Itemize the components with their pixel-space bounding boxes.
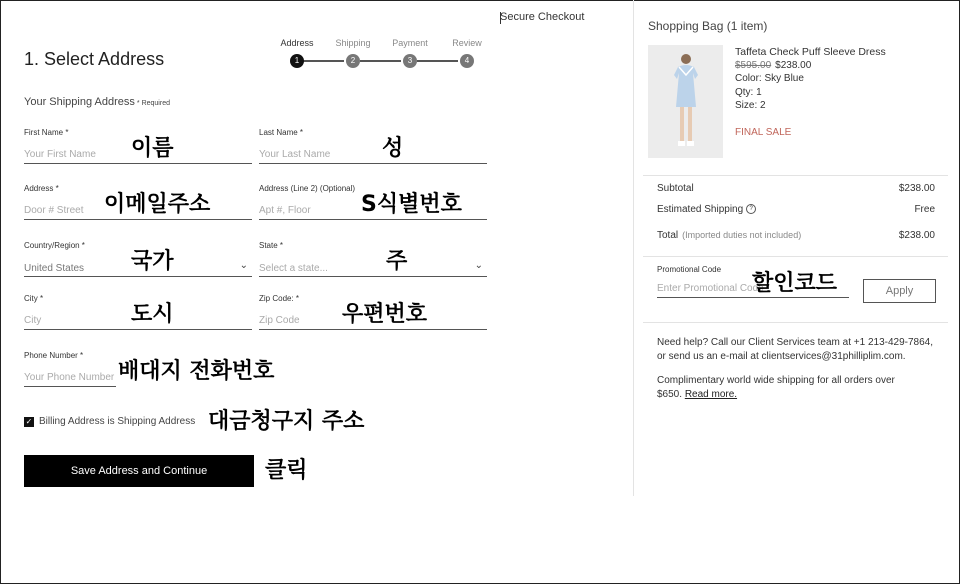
save-address-button[interactable]: Save Address and Continue bbox=[24, 455, 254, 487]
product-price bbox=[735, 60, 811, 71]
shopping-bag-title: Shopping Bag (1 item) bbox=[648, 19, 768, 33]
step-connector bbox=[303, 60, 344, 62]
annotation-promo: 할인코드 bbox=[752, 271, 838, 296]
product-qty: Qty: 1 bbox=[735, 87, 762, 98]
product-image[interactable] bbox=[648, 45, 723, 158]
secure-checkout-label: Secure Checkout bbox=[500, 11, 585, 23]
product-color: Color: Sky Blue bbox=[735, 73, 804, 84]
phone-label: Phone Number * bbox=[24, 351, 84, 360]
read-more-link[interactable]: Read more. bbox=[684, 389, 738, 400]
chevron-down-icon: ⌄ bbox=[239, 260, 248, 271]
annotation-state: 주 bbox=[386, 249, 408, 274]
step-dot-2: 2 bbox=[346, 54, 360, 68]
required-note: * Required bbox=[136, 100, 170, 107]
section-title: Your Shipping Address bbox=[24, 96, 135, 108]
address-label: Address * bbox=[24, 184, 59, 193]
annotation-click: 클릭 bbox=[265, 458, 308, 483]
step-dot-3: 3 bbox=[403, 54, 417, 68]
shipping-value: Free bbox=[914, 204, 935, 215]
country-value: United States bbox=[24, 263, 85, 274]
city-label: City * bbox=[24, 294, 44, 303]
shipping-info-line-1: Complimentary world wide shipping for all orders over bbox=[657, 375, 895, 386]
help-line-2: or send us an e-mail at clientservices@31philliplim.com. bbox=[657, 351, 906, 362]
phone-input[interactable] bbox=[24, 368, 116, 387]
final-sale-badge: FINAL SALE bbox=[735, 127, 792, 138]
annotation-last-name: 성 bbox=[382, 136, 404, 161]
sale-price: $238.00 bbox=[775, 60, 812, 71]
step-label-shipping: Shipping bbox=[335, 38, 371, 48]
help-line-1: Need help? Call our Client Services team at +1 213-429-7864, bbox=[657, 337, 933, 348]
divider bbox=[643, 175, 948, 176]
first-name-label: First Name * bbox=[24, 128, 69, 137]
annotation-billing: 대금청구지 주소 bbox=[208, 409, 365, 434]
annotation-first-name: 이름 bbox=[131, 136, 174, 161]
apply-button[interactable]: Apply bbox=[863, 279, 936, 303]
original-price: $595.00 bbox=[735, 60, 772, 71]
page-title: 1. Select Address bbox=[24, 49, 165, 69]
shipping-info-line-2 bbox=[657, 388, 937, 402]
subtotal-value: $238.00 bbox=[898, 183, 935, 194]
annotation-country: 국가 bbox=[131, 249, 174, 274]
billing-checkbox-label[interactable]: Billing Address is Shipping Address bbox=[39, 416, 196, 427]
billing-checkbox[interactable]: ✓ bbox=[25, 417, 33, 426]
annotation-zip: 우편번호 bbox=[342, 302, 428, 327]
estimated-shipping bbox=[657, 204, 756, 215]
panel-divider bbox=[633, 0, 634, 496]
step-dot-4: 4 bbox=[460, 54, 474, 68]
annotation-city: 도시 bbox=[131, 302, 174, 327]
state-label: State * bbox=[259, 241, 284, 250]
divider bbox=[643, 256, 948, 257]
divider bbox=[643, 322, 948, 323]
step-label-address[interactable]: Address bbox=[280, 38, 314, 48]
product-size: Size: 2 bbox=[735, 100, 766, 111]
annotation-phone: 배대지 전화번호 bbox=[118, 359, 275, 384]
product-name[interactable]: Taffeta Check Puff Sleeve Dress bbox=[735, 46, 886, 58]
last-name-input[interactable] bbox=[259, 145, 487, 164]
state-value: Select a state... bbox=[259, 263, 328, 274]
step-connector bbox=[360, 60, 401, 62]
total-value: $238.00 bbox=[898, 230, 935, 241]
total-label: Total bbox=[657, 230, 679, 241]
step-connector bbox=[417, 60, 458, 62]
address2-label: Address (Line 2) (Optional) bbox=[259, 184, 356, 193]
subtotal-label: Subtotal bbox=[657, 183, 694, 194]
state-select[interactable] bbox=[259, 258, 487, 277]
total-row bbox=[657, 230, 801, 241]
promo-code-label: Promotional Code bbox=[657, 265, 722, 274]
chevron-down-icon: ⌄ bbox=[474, 260, 483, 271]
zip-label: Zip Code: * bbox=[259, 294, 300, 303]
shipping-threshold: $650. bbox=[657, 389, 683, 400]
country-label: Country/Region * bbox=[24, 241, 85, 250]
help-icon[interactable]: ? bbox=[746, 204, 756, 214]
dress-illustration bbox=[648, 45, 723, 158]
shipping-label: Estimated Shipping bbox=[657, 204, 744, 215]
last-name-label: Last Name * bbox=[259, 128, 304, 137]
annotation-address2: S식별번호 bbox=[361, 192, 462, 217]
shipping-address-heading bbox=[24, 96, 170, 108]
step-label-review: Review bbox=[452, 38, 482, 48]
step-label-payment: Payment bbox=[392, 38, 428, 48]
step-dot-1[interactable]: 1 bbox=[290, 54, 304, 68]
total-note: (Imported duties not included) bbox=[682, 230, 802, 240]
annotation-address: 이메일주소 bbox=[104, 192, 211, 217]
